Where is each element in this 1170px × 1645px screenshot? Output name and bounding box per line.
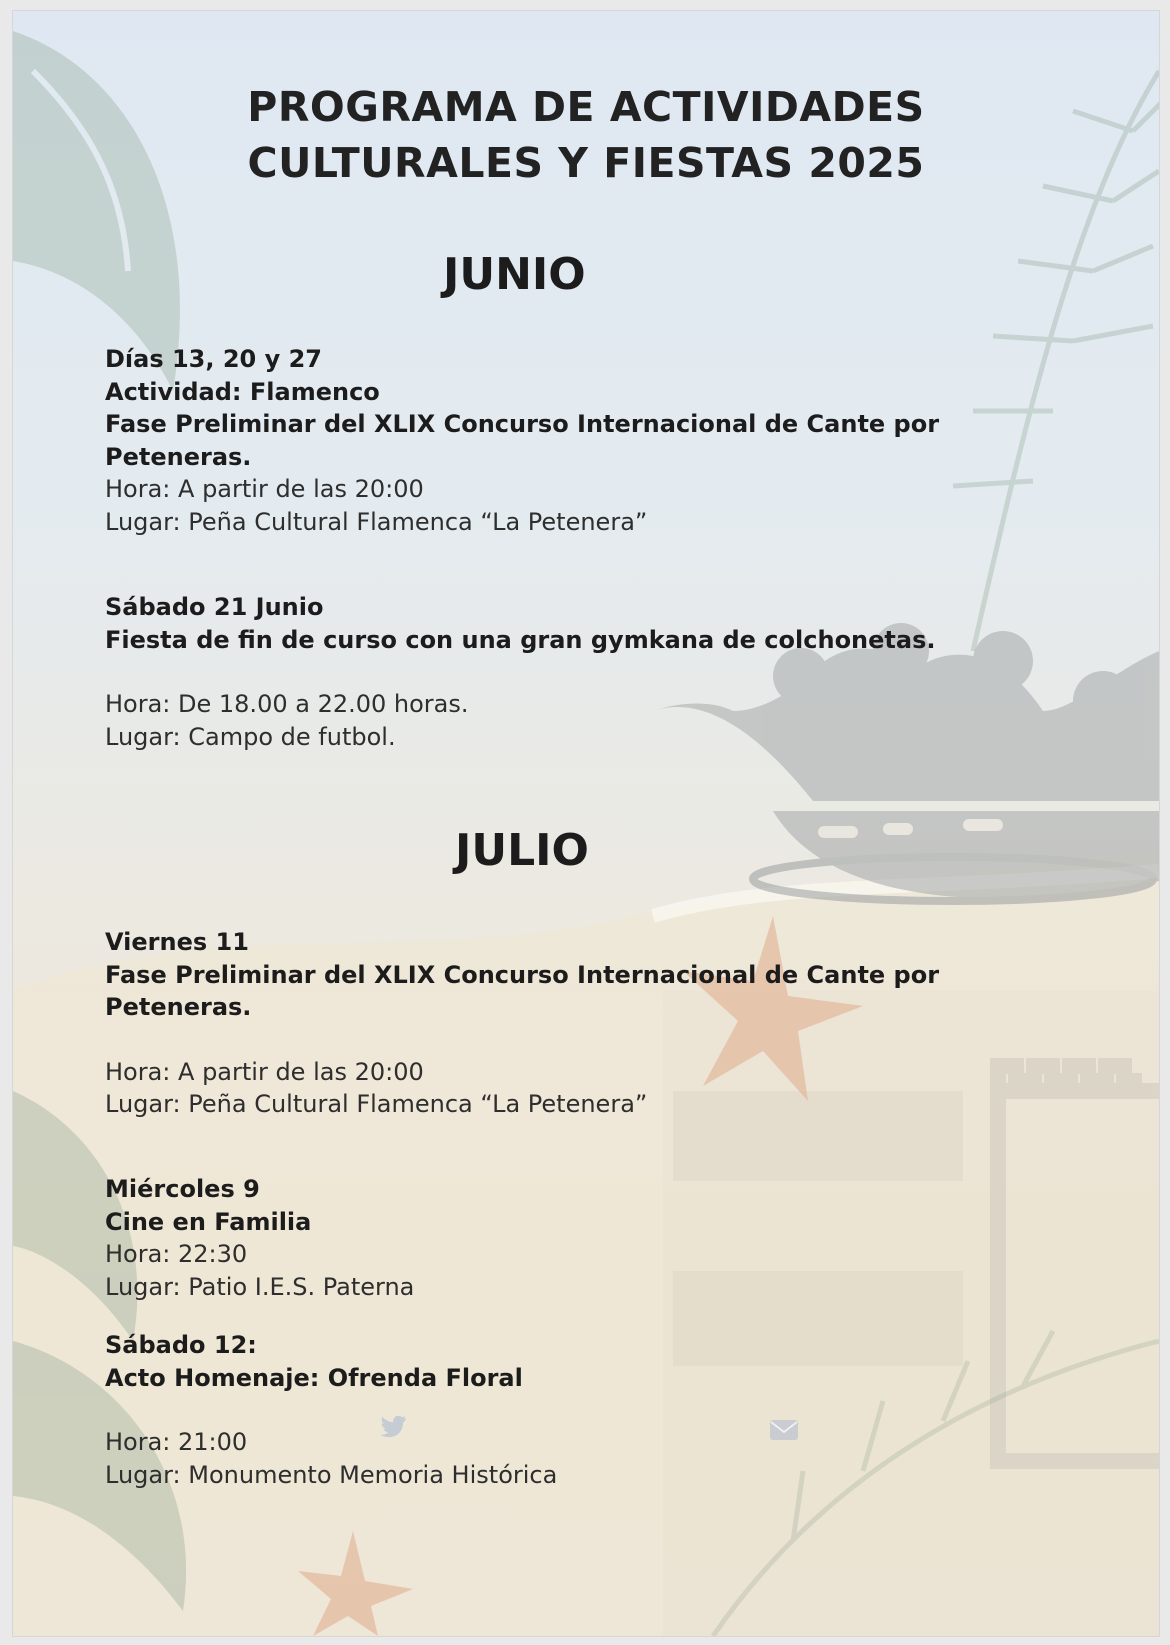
event-item [105,1329,1025,1491]
event-item [105,591,1025,753]
month-heading-june: JUNIO [443,249,586,300]
event-name: Fiesta de fin de curso con una gran gymkana de colchonetas. [105,625,936,654]
event-name-line-1: Fase Preliminar del XLIX Concurso Internacional de Cante por [105,410,940,438]
mail-icon [769,1419,799,1441]
event-name-line-2: Peteneras. [105,993,252,1021]
event-time: Hora: A partir de las 20:00 [105,475,424,503]
twitter-icon [379,1415,407,1439]
event-time: Hora: 22:30 [105,1240,248,1268]
event-activity: Actividad: Flamenco [105,377,380,406]
event-name: Cine en Familia [105,1207,312,1236]
poster-page [12,10,1160,1637]
event-time: Hora: 21:00 [105,1428,248,1456]
event-date: Sábado 21 Junio [105,593,324,621]
event-time: Hora: De 18.00 a 22.00 horas. [105,690,469,718]
event-date: Días 13, 20 y 27 [105,345,323,373]
title-line-2: CULTURALES Y FIESTAS 2025 [247,139,925,187]
event-place: Lugar: Peña Cultural Flamenca “La Petenera” [105,507,648,536]
event-date: Viernes 11 [105,928,249,956]
month-heading-july: JULIO [455,825,589,876]
title-line-1: PROGRAMA DE ACTIVIDADES [247,83,925,131]
event-name: Acto Homenaje: Ofrenda Floral [105,1363,523,1392]
event-place: Lugar: Peña Cultural Flamenca “La Petenera” [105,1090,648,1118]
event-name-line-1: Fase Preliminar del XLIX Concurso Internacional de Cante por [105,960,940,989]
event-name-line-2: Peteneras. [105,442,252,471]
event-item [105,343,1025,538]
event-time: Hora: A partir de las 20:00 [105,1057,424,1086]
event-item [105,926,1025,1121]
event-place: Lugar: Campo de futbol. [105,722,396,751]
event-date: Miércoles 9 [105,1175,260,1203]
event-place: Lugar: Patio I.E.S. Paterna [105,1272,415,1301]
event-date: Sábado 12: [105,1331,257,1359]
page-title [13,79,1159,191]
event-item [105,1173,1025,1303]
event-place: Lugar: Monumento Memoria Histórica [105,1460,558,1489]
program-content [13,11,1159,1636]
